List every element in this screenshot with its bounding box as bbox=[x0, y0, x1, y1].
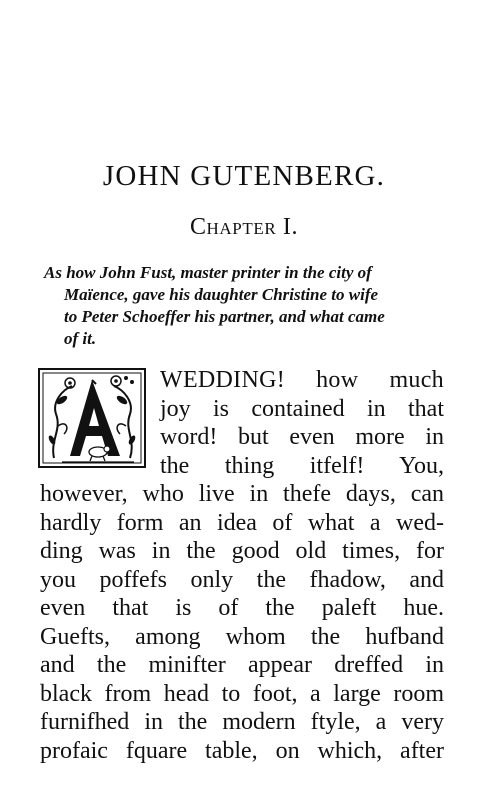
body-line: WEDDING! how much bbox=[160, 367, 444, 393]
book-title: JOHN GUTENBERG. bbox=[102, 160, 386, 192]
body-line: profaic fquare table, on which, after bbox=[40, 737, 444, 764]
body-line: joy is contained in that bbox=[160, 395, 444, 422]
body-line: hardly form an idea of what a wed- bbox=[40, 509, 444, 536]
synopsis-line: of it. bbox=[64, 329, 97, 348]
chapter-synopsis bbox=[44, 262, 448, 350]
body-line: Guefts, among whom the hufband bbox=[40, 623, 444, 650]
body-line: and the minifter appear dreffed in bbox=[40, 652, 444, 678]
synopsis-line: Maïence, gave his daughter Christine to wife bbox=[64, 285, 379, 304]
body-line: furnifhed in the modern ftyle, a very bbox=[40, 709, 444, 735]
body-line: even that is of the paleft hue. bbox=[40, 595, 444, 621]
body-line: the thing itfelf! You, bbox=[160, 452, 444, 479]
body-line: black from head to foot, a large room bbox=[40, 680, 444, 707]
synopsis-line: As how John Fust, master printer in the city of bbox=[44, 263, 372, 282]
synopsis-line: to Peter Schoeffer his partner, and what came bbox=[64, 307, 385, 326]
full-width-lines bbox=[40, 480, 444, 765]
body-text bbox=[40, 366, 444, 765]
body-line: however, who live in thefe days, can bbox=[40, 481, 444, 507]
body-line: ding was in the good old times, for bbox=[40, 538, 444, 564]
body-line: you poffefs only the fhadow, and bbox=[40, 566, 444, 593]
chapter-label: Chapter I. bbox=[189, 214, 299, 240]
body-line: word! but even more in bbox=[160, 424, 444, 450]
drop-cap-wrapped-lines bbox=[40, 366, 444, 480]
chapter-heading bbox=[0, 212, 488, 242]
